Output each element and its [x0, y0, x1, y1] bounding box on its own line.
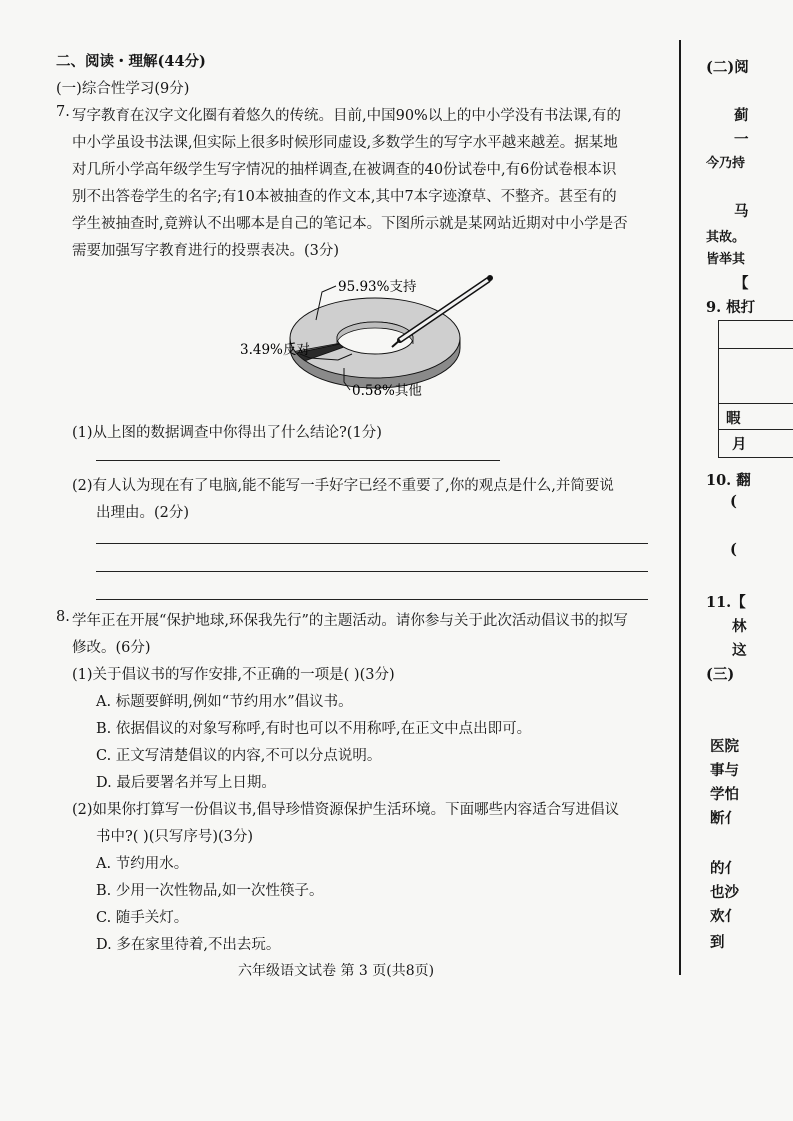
label-oppose: 3.49%反对 — [240, 342, 310, 358]
q7-text-line: 写字教育在汉字文化圈有着悠久的传统。目前,中国90%以上的中小学没有书法课,有的 — [72, 108, 621, 124]
right-col-text: 皆举其 — [706, 252, 746, 267]
right-col-text: 马 — [734, 203, 749, 220]
q8-number: 8. — [56, 609, 70, 625]
right-col-text: 也沙 — [710, 884, 739, 901]
right-col-text: 其故。 — [706, 230, 746, 245]
subsection-title: (一)综合性学习(9分) — [56, 81, 190, 97]
answer-line[interactable] — [96, 543, 648, 544]
right-col-text: 到 — [710, 934, 725, 951]
right-col-text: 林 — [732, 618, 747, 635]
right-col-text: 10. 翻 — [706, 472, 751, 489]
q7-sub1: (1)从上图的数据调查中你得出了什么结论?(1分) — [72, 425, 382, 441]
table-cell: 暇 — [726, 410, 741, 427]
q7-number: 7. — [56, 104, 70, 120]
right-col-text: 学怕 — [710, 786, 739, 803]
right-col-text: 今乃持 — [706, 156, 746, 171]
option-item: A. 节约用水。 — [96, 856, 189, 872]
q7-text-line: 学生被抽查时,竟辨认不出哪本是自己的笔记本。下图所示就是某网站近期对中小学是否 — [72, 216, 628, 232]
answer-line[interactable] — [96, 571, 648, 572]
option-item: B. 依据倡议的对象写称呼,有时也可以不用称呼,在正文中点出即可。 — [96, 721, 532, 737]
page-footer: 六年级语文试卷 第 3 页(共8页) — [238, 963, 435, 979]
right-col-text: 事与 — [710, 762, 739, 779]
option-item: C. 正文写清楚倡议的内容,不可以分点说明。 — [96, 748, 382, 764]
vote-ring-chart — [230, 268, 520, 408]
label-support: 95.93%支持 — [338, 279, 417, 295]
table-divider — [718, 403, 793, 404]
option-item: D. 最后要署名并写上日期。 — [96, 775, 276, 791]
q8-text-line: 修改。(6分) — [72, 640, 151, 656]
right-col-text: 的亻 — [710, 860, 739, 877]
right-col-text: 9. 根打 — [706, 299, 756, 316]
right-col-text: (三) — [706, 666, 735, 683]
right-col-text: ( — [730, 493, 737, 510]
right-col-text: 11.【 — [706, 594, 746, 611]
q7-text-line: 需要加强写字教育进行的投票表决。(3分) — [72, 243, 340, 259]
q7-text-line: 中小学虽设书法课,但实际上很多时候形同虚设,多数学生的写字水平越来越差。据某地 — [72, 135, 618, 151]
q8-text-line: 学年正在开展“保护地球,环保我先行”的主题活动。请你参与关于此次活动倡议书的拟写 — [72, 613, 628, 629]
right-col-text: (二)阅 — [706, 59, 749, 76]
table-fragment — [718, 320, 793, 458]
label-other: 0.58%其他 — [352, 383, 422, 399]
right-col-text: 【 — [734, 275, 749, 292]
right-col-text: 断亻 — [710, 810, 739, 827]
q7-sub2: (2)有人认为现在有了电脑,能不能写一手好字已经不重要了,你的观点是什么,并简要说 — [72, 478, 614, 494]
right-col-text: 欢亻 — [710, 908, 739, 925]
q7-text-line: 别不出答卷学生的名字;有10本被抽查的作文本,其中7本字迹潦草、不整齐。甚至有的 — [72, 189, 617, 205]
option-item: A. 标题要鲜明,例如“节约用水”倡议书。 — [96, 694, 353, 710]
right-col-text: 蓟 — [734, 107, 749, 124]
option-item: B. 少用一次性物品,如一次性筷子。 — [96, 883, 324, 899]
q8-sub1: (1)关于倡议书的写作安排,不正确的一项是( )(3分) — [72, 667, 395, 683]
table-divider — [718, 348, 793, 349]
q7-text-line: 对几所小学高年级学生写字情况的抽样调查,在被调查的40份试卷中,有6份试卷根本识 — [72, 162, 617, 178]
answer-line[interactable] — [96, 460, 500, 461]
right-col-text: 这 — [732, 642, 747, 659]
q8-sub2: (2)如果你打算写一份倡议书,倡导珍惜资源保护生活环境。下面哪些内容适合写进倡议 — [72, 802, 620, 818]
right-col-text: ( — [730, 541, 737, 558]
right-col-text: 医院 — [710, 738, 739, 755]
table-cell: 月 — [732, 436, 747, 453]
q7-sub2-cont: 出理由。(2分) — [96, 505, 190, 521]
q8-sub2-cont: 书中?( )(只写序号)(3分) — [96, 829, 254, 845]
option-item: C. 随手关灯。 — [96, 910, 189, 926]
right-col-text: 一 — [734, 131, 749, 148]
column-divider — [679, 40, 681, 975]
answer-line[interactable] — [96, 599, 648, 600]
section-title: 二、阅读・理解(44分) — [56, 53, 206, 70]
option-item: D. 多在家里待着,不出去玩。 — [96, 937, 281, 953]
table-divider — [718, 429, 793, 430]
